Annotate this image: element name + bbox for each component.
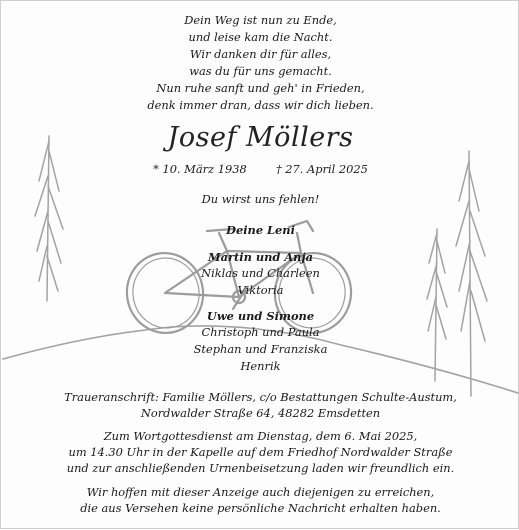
family-group1-line: Niklas und Charleen bbox=[201, 266, 320, 280]
birth-date: * 10. März 1938 bbox=[153, 162, 247, 176]
poem-line: Dein Weg ist nun zu Ende, bbox=[184, 13, 337, 27]
address-line: Traueranschrift: Familie Möllers, c/o Bestattungen Schulte-Austum, bbox=[64, 390, 457, 404]
farewell-text: Du wirst uns fehlen! bbox=[201, 192, 320, 206]
poem-line: und leise kam die Nacht. bbox=[188, 30, 333, 44]
poem-line: was du für uns gemacht. bbox=[189, 64, 332, 78]
service-line: um 14.30 Uhr in der Kapelle auf dem Friedhof Nordwalder Straße bbox=[68, 445, 453, 459]
death-date: † 27. April 2025 bbox=[275, 162, 368, 176]
family-group2-line: Henrik bbox=[240, 359, 281, 373]
poem-line: Wir danken dir für alles, bbox=[189, 47, 332, 61]
service-line: und zur anschließenden Urnenbeisetzung laden wir freundlich ein. bbox=[66, 461, 455, 475]
address-line: Nordwalder Straße 64, 48282 Emsdetten bbox=[140, 406, 381, 420]
service-line: Zum Wortgottesdienst am Dienstag, dem 6. Mai 2025, bbox=[103, 429, 418, 443]
closing-line: Wir hoffen mit dieser Anzeige auch diejenigen zu erreichen, bbox=[86, 485, 435, 499]
family-group1-head: Martin und Anja bbox=[208, 250, 313, 264]
poem-line: Nun ruhe sanft und geh' in Frieden, bbox=[156, 81, 365, 95]
closing-line: die aus Versehen keine persönliche Nachricht erhalten haben. bbox=[80, 501, 441, 515]
life-dates bbox=[1, 162, 519, 178]
family-group2-line: Christoph und Paula bbox=[201, 325, 320, 339]
family-group2-line: Stephan und Franziska bbox=[193, 342, 328, 356]
family-leni: Deine Leni bbox=[226, 223, 295, 237]
poem-line: denk immer dran, dass wir dich lieben. bbox=[147, 98, 374, 112]
deceased-name: Josef Möllers bbox=[167, 122, 354, 153]
family-group2-head: Uwe und Simone bbox=[206, 309, 315, 323]
family-group1-line: Viktoria bbox=[237, 283, 284, 297]
